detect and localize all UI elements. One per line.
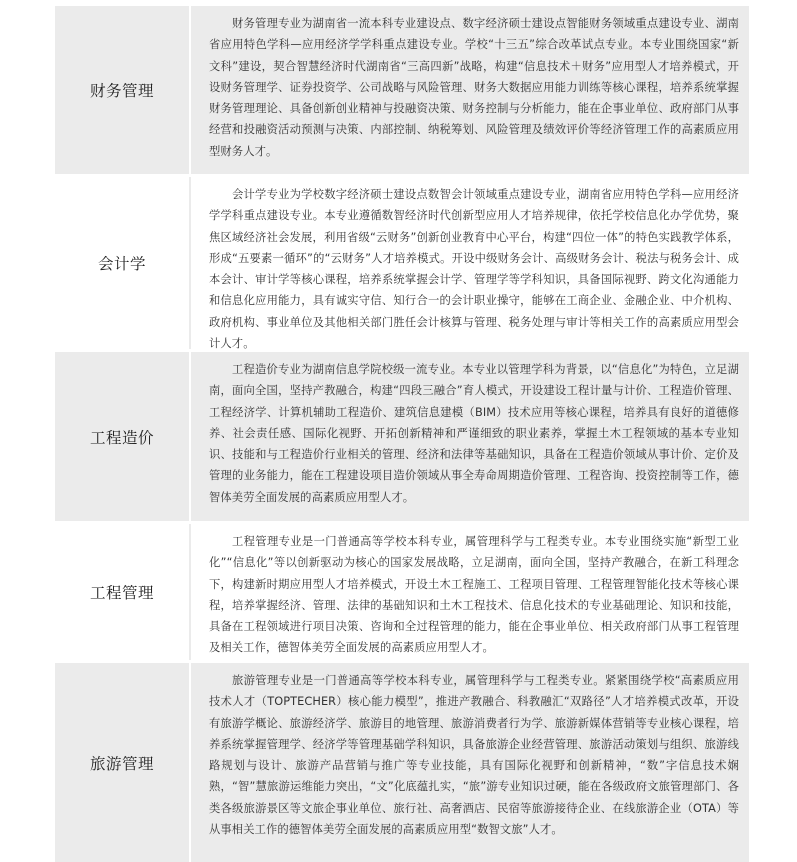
- major-row-engineering-management: [55, 524, 749, 660]
- major-description: 会计学专业为学校数字经济硕士建设点数智会计领域重点建设专业，湖南省应用特色学科—应用经济学学科重点建设专业。本专业遵循数智经济时代创新型应用人才培养规律，依托学校信息化办学优势，聚焦区域经济社会发展，利用省级“云财务”创新创业教育中心平台，构建“四位一体”的特色实践教学体系，形成“五要素一循环”的“云财务”人才培养模式。开设中级财务会计、高级财务会计、税法与税务会计、成本会计、审计学等核心课程，培养系统掌握会计学、管理学等学科知识，具备国际视野、跨文化沟通能力和信息化应用能力，具有诚实守信、知行合一的会计职业操守，能够在工商企业、金融企业、中介机构、政府机构、事业单位及其他相关部门胜任会计核算与管理、税务处理与审计等相关工作的高素质应用型会计人才。: [209, 188, 739, 351]
- major-description: 旅游管理专业是一门普通高等学校本科专业，属管理科学与工程类专业。紧紧围绕学校“高素质应用技术人才（TOPTECHER）核心能力模型”，推进产教融合、科教融汇“双路径”人才培养模式改革，开设有旅游学概论、旅游经济学、旅游目的地管理、旅游消费者行为学、旅游新媒体营销等专业核心课程，培养系统掌握管理学、经济学等管理基础学科知识，具备旅游企业经营管理、旅游活动策划与组织、旅游线路规划与设计、旅游产品营销与推广等专业技能，具有国际化视野和创新精神，“数”字信息技术娴熟，“智”慧旅游运维能力突出，“文”化底蕴扎实，“旅”游专业知识过硬，能在各级政府文旅管理部门、各类各级旅游景区等文旅企事业单位、旅行社、高奢酒店、民宿等旅游接待企业、在线旅游企业（OTA）等从事相关工作的德智体美劳全面发展的高素质应用型“数智文旅”人才。: [209, 674, 739, 837]
- major-name: 会计学: [55, 177, 191, 349]
- major-name: 工程造价: [55, 352, 191, 521]
- major-name: 财务管理: [55, 6, 191, 174]
- major-description: 工程造价专业为湖南信息学院校级一流专业。本专业以管理学科为背景，以“信息化”为特色，立足湖南，面向全国，坚持产教融合，构建“四段三融合”育人模式，开设建设工程计量与计价、工程造价管理、工程经济学、计算机辅助工程造价、建筑信息建模（BIM）技术应用等核心课程，培养具有良好的道德修养、社会责任感、国际化视野、开拓创新精神和严谨细致的职业素养，掌握土木工程领域的基本专业知识、技能和与工程造价行业相关的管理、经济和法律等基础知识，具备在工程造价领域从事计价、定价及管理的业务能力，能在工程建设项目造价领域从事全寿命周期造价管理、工程咨询、投资控制等工作，德智体美劳全面发展的高素质应用型人才。: [209, 363, 739, 504]
- majors-table: [55, 6, 749, 862]
- major-name: 工程管理: [55, 524, 191, 660]
- major-description: 工程管理专业是一门普通高等学校本科专业，属管理科学与工程类专业。本专业围绕实施“新型工业化”“信息化”等以创新驱动为核心的国家发展战略，立足湖南，面向全国，坚持产教融合，在新工科理念下，构建新时期应用型人才培养模式，开设土木工程施工、工程项目管理、工程管理智能化技术等核心课程，培养掌握经济、管理、法律的基础知识和土木工程技术、信息化技术的专业基础理论、知识和技能，具备在工程领域进行项目决策、咨询和全过程管理的能力，能在企事业单位、相关政府部门从事工程管理及相关工作，德智体美劳全面发展的高素质应用型人才。: [209, 535, 739, 655]
- major-row-tourism-management: [55, 663, 749, 862]
- major-row-engineering-cost: [55, 352, 749, 521]
- major-name: 旅游管理: [55, 663, 191, 862]
- major-row-financial-management: [55, 6, 749, 174]
- major-description: 财务管理专业为湖南省一流本科专业建设点、数字经济硕士建设点智能财务领域重点建设专业、湖南省应用特色学科—应用经济学学科重点建设专业。学校“十三五”综合改革试点专业。本专业围绕国家“新文科”建设，契合智慧经济时代湖南省“三高四新”战略，构建“信息技术＋财务”应用型人才培养模式，开设财务管理学、证券投资学、公司战略与风险管理、财务大数据应用能力训练等核心课程，培养系统掌握财务管理理论、具备创新创业精神与投融资决策、财务控制与分析能力，能在企事业单位、政府部门从事经营和投融资活动预测与决策、内部控制、纳税筹划、风险管理及绩效评价等经济管理工作的高素质应用型财务人才。: [209, 17, 739, 158]
- major-row-accounting: [55, 177, 749, 349]
